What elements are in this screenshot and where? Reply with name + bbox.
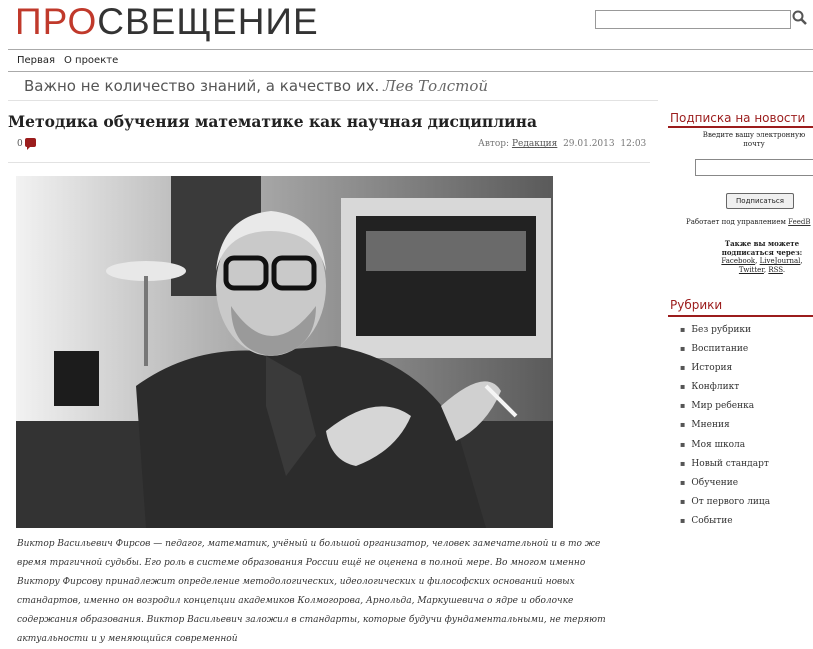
search-input[interactable] [595,10,791,29]
subscribe-email-field[interactable] [695,159,813,176]
search-icon[interactable] [791,9,809,27]
rubric-item[interactable]: ▪ Обучение [680,478,738,488]
rubric-item[interactable]: ▪ Без рубрики [680,325,751,335]
powered-by-text: Работает под управлением [686,218,786,226]
rubric-item[interactable]: ▪ Моя школа [680,440,745,450]
nav-item-about[interactable]: О проекте [64,55,119,66]
subscribe-button[interactable]: Подписаться [726,193,794,209]
quote-author: Лев Толстой [383,77,489,95]
site-logo[interactable] [15,2,319,42]
livejournal-link[interactable]: LiveJournal [759,257,801,265]
photo-caption: Виктор Васильевич Фирсов — педагог, математик, учёный и большой организатор, человек замечательной и в то же время трагичной судьбы. Его роль в системе образования России ещё не оценена в полной мере. Во многом именно Виктору Фирсову принадлежит определение методологических, идеологических и философских оснований новых стандартов, именно он возродил концепции академиков Колмогорова, Арнольда, Маркушевича о ядре и оболочке содержания образования. Виктор Васильевич заложил в стандарты, которые будучи фундаментальными, не теряют актуальности и у меняющийся современной [17,539,606,644]
facebook-link[interactable]: Facebook [721,257,756,265]
logo-part-pro: ПРО [15,1,98,42]
rubric-item[interactable]: ▪ Мнения [680,420,730,430]
nav-item-home[interactable]: Первая [17,55,56,66]
twitter-link[interactable]: Twitter [738,266,764,274]
article-time: 12:03 [620,139,647,149]
rubric-item[interactable]: ▪ Мир ребенка [680,401,754,411]
meta-divider [8,162,650,163]
subscribe-divider [668,126,813,128]
article-title[interactable]: Методика обучения математике как научная дисциплина [8,112,538,131]
logo-part-main: СВЕЩЕНИЕ [97,1,319,42]
header-quote [24,77,488,95]
article-date: 29.01.2013 [563,139,615,149]
author-link[interactable]: Редакция [511,139,558,149]
subscribe-also-title: Также вы можете подписаться через: [721,239,803,257]
rubric-item[interactable]: ▪ История [680,363,732,373]
comment-bubble-icon[interactable] [25,138,36,147]
rss-link[interactable]: RSS [768,266,783,274]
powered-by-link[interactable]: FeedB [788,218,811,226]
quote-divider [8,100,658,101]
quote-text: Важно не количество знаний, а качество их. [24,77,380,95]
rubrics-heading: Рубрики [670,298,723,312]
main-nav [8,50,813,72]
rubric-item[interactable]: ▪ От первого лица [680,497,770,507]
article-meta [478,139,646,149]
rubric-item[interactable]: ▪ Воспитание [680,344,748,354]
rubric-item[interactable]: ▪ Событие [680,516,733,526]
rubric-item[interactable]: ▪ Новый стандарт [680,459,769,469]
article-photo [16,176,553,528]
comment-count[interactable]: 0 [17,139,23,149]
rubrics-divider [668,315,813,317]
powered-by [686,218,811,226]
subscribe-also: Также вы можете подписаться через: Facebook, LiveJournal, Twitter, RSS. [712,239,812,275]
rubric-item[interactable]: ▪ Конфликт [680,382,739,392]
subscribe-heading: Подписка на новости [670,111,806,125]
author-label: Автор: [478,139,510,149]
subscribe-instruction: Введите вашу электронную почту [702,131,806,148]
